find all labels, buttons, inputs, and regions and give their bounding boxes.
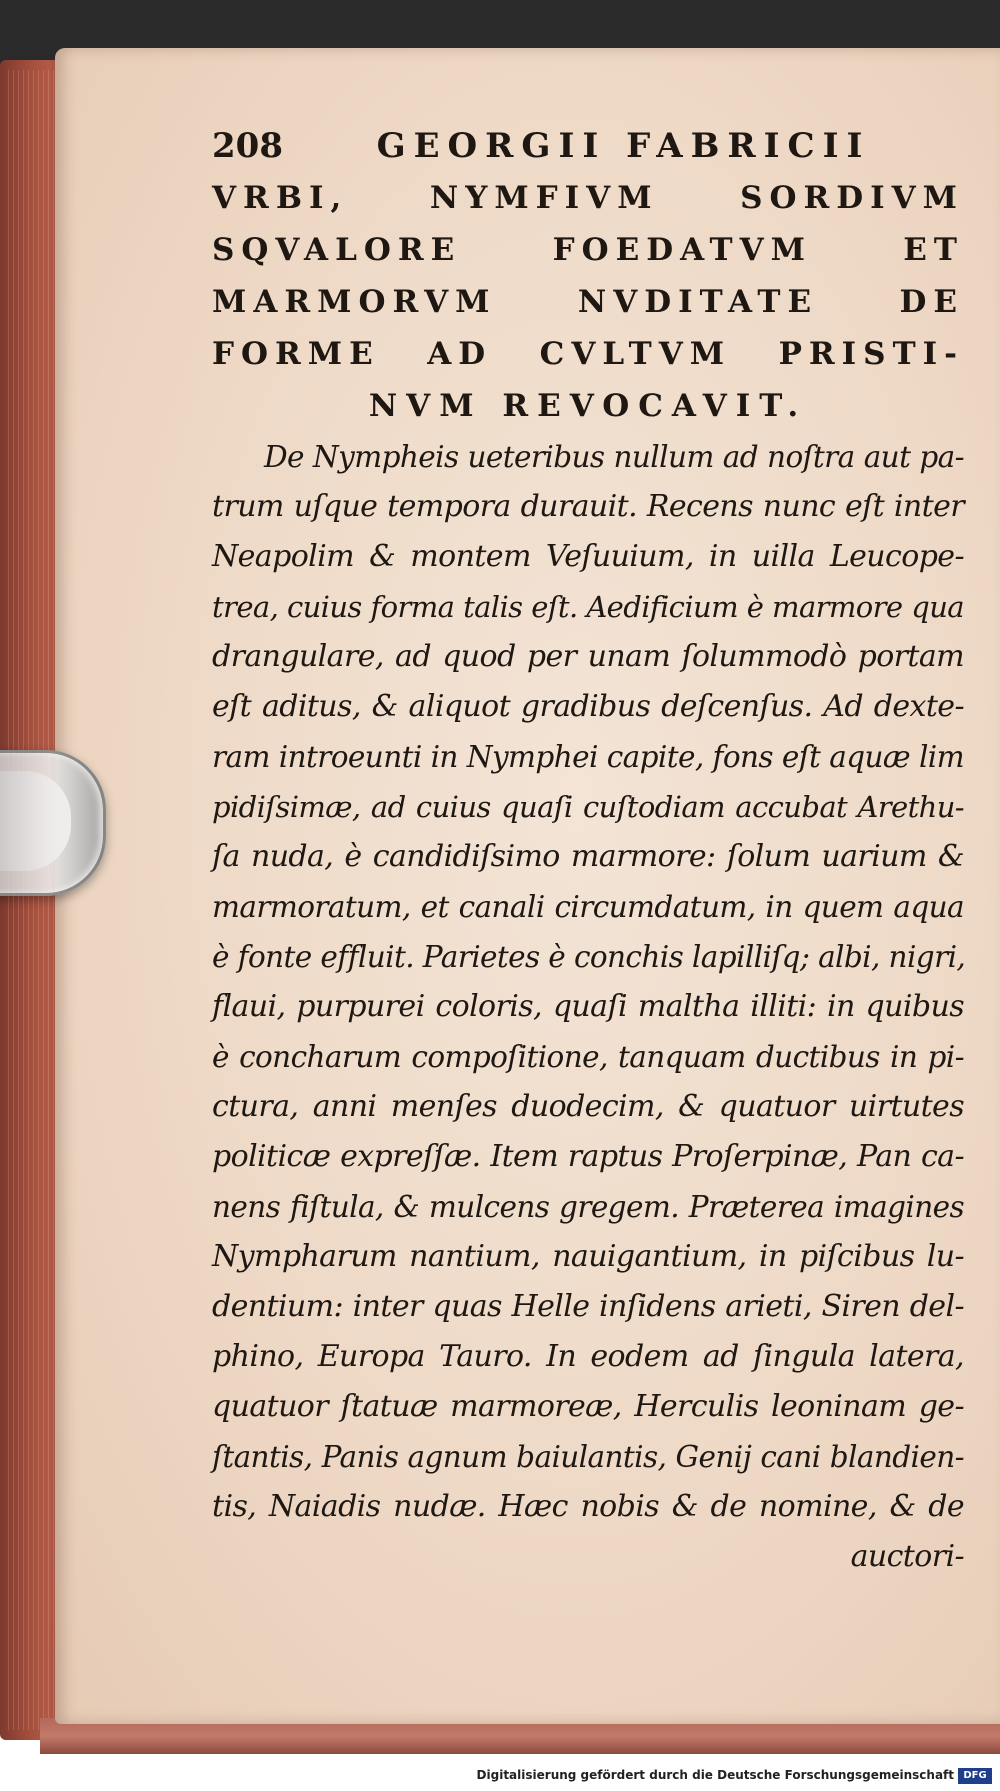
text-line: Nympharum nantium, nauigantium, in piſcibus lu-	[212, 1239, 964, 1274]
text-line: è fonte effluit. Parietes è conchis lapilliſq; albi, nigri,	[212, 940, 966, 974]
funding-credit: Digitalisierung gefördert durch die Deutsche Forschungsgemeinschaft	[476, 1768, 954, 1782]
dfg-logo-icon: DFG	[958, 1768, 992, 1784]
text-line: trum uſque tempora durauit. Recens nunc eſt inter	[212, 489, 964, 524]
footer-banner	[0, 1764, 1000, 1791]
text-line: quatuor ſtatuæ marmoreæ, Herculis leoninam ge-	[212, 1389, 964, 1424]
text-line: marmoratum, et canali circumdatum, in quem aqua	[212, 890, 964, 924]
text-block	[212, 120, 964, 1582]
text-line: De Nympheis ueteribus nullum ad noſtra aut pa-	[264, 440, 964, 474]
page-stack-lines	[8, 70, 60, 1730]
page-number: 208	[212, 126, 283, 166]
text-line: ſa nuda, è candidiſsimo marmore: ſolum uarium &	[212, 839, 964, 874]
text-line: flaui, purpurei coloris, quaſi maltha illiti: in quibus	[212, 989, 964, 1024]
text-line: eſt aditus, & aliquot gradibus deſcenſus. Ad dexte-	[212, 689, 964, 724]
running-header	[212, 120, 964, 172]
text-line: phino, Europa Tauro. In eodem ad ſingula latera,	[212, 1339, 964, 1374]
text-line: è concharum compoſitione, tanquam ductibus in pi-	[212, 1040, 964, 1074]
text-line: politicæ expreſſæ. Item raptus Proſerpinæ, Pan ca-	[212, 1139, 964, 1174]
text-line: Neapolim & montem Veſuuium, in uilla Leucope-	[212, 539, 964, 574]
heading-line: FORME AD CVLTVM PRISTI-	[212, 336, 964, 372]
book-clip	[0, 750, 106, 896]
text-line: nens fiſtula, & mulcens gregem. Præterea imagines	[212, 1190, 964, 1224]
text-line: dentium: inter quas Helle inſidens arieti, Siren del-	[212, 1289, 964, 1324]
text-line: ram introeunti in Nymphei capite, fons eſt aquæ lim	[212, 740, 964, 774]
book-clip-inner	[0, 771, 71, 871]
text-line: ctura, anni menſes duodecim, & quatuor uirtutes	[212, 1089, 964, 1124]
section-heading	[212, 172, 964, 432]
text-line: ſtantis, Panis agnum baiulantis, Genij cani blandien-	[212, 1440, 964, 1474]
text-line: tis, Naiadis nudæ. Hæc nobis & de nomine, & de	[212, 1489, 964, 1524]
running-head-title: GEORGII FABRICII	[376, 126, 871, 166]
heading-line: MARMORVM NVDITATE DE	[212, 284, 964, 320]
body-text	[212, 432, 964, 1582]
catchword: auctori-	[850, 1539, 964, 1574]
heading-line: NVM REVOCAVIT.	[368, 388, 808, 424]
text-line: drangulare, ad quod per unam ſolummodò portam	[212, 639, 964, 674]
heading-line: VRBI, NYMFIVM SORDIVM	[212, 180, 964, 216]
text-line: trea, cuius forma talis eſt. Aedificium è marmore qua	[212, 590, 964, 624]
text-line: pidiſsimæ, ad cuius quaſi cuſtodiam accubat Arethu-	[212, 790, 964, 824]
heading-line: SQVALORE FOEDATVM ET	[212, 232, 964, 268]
